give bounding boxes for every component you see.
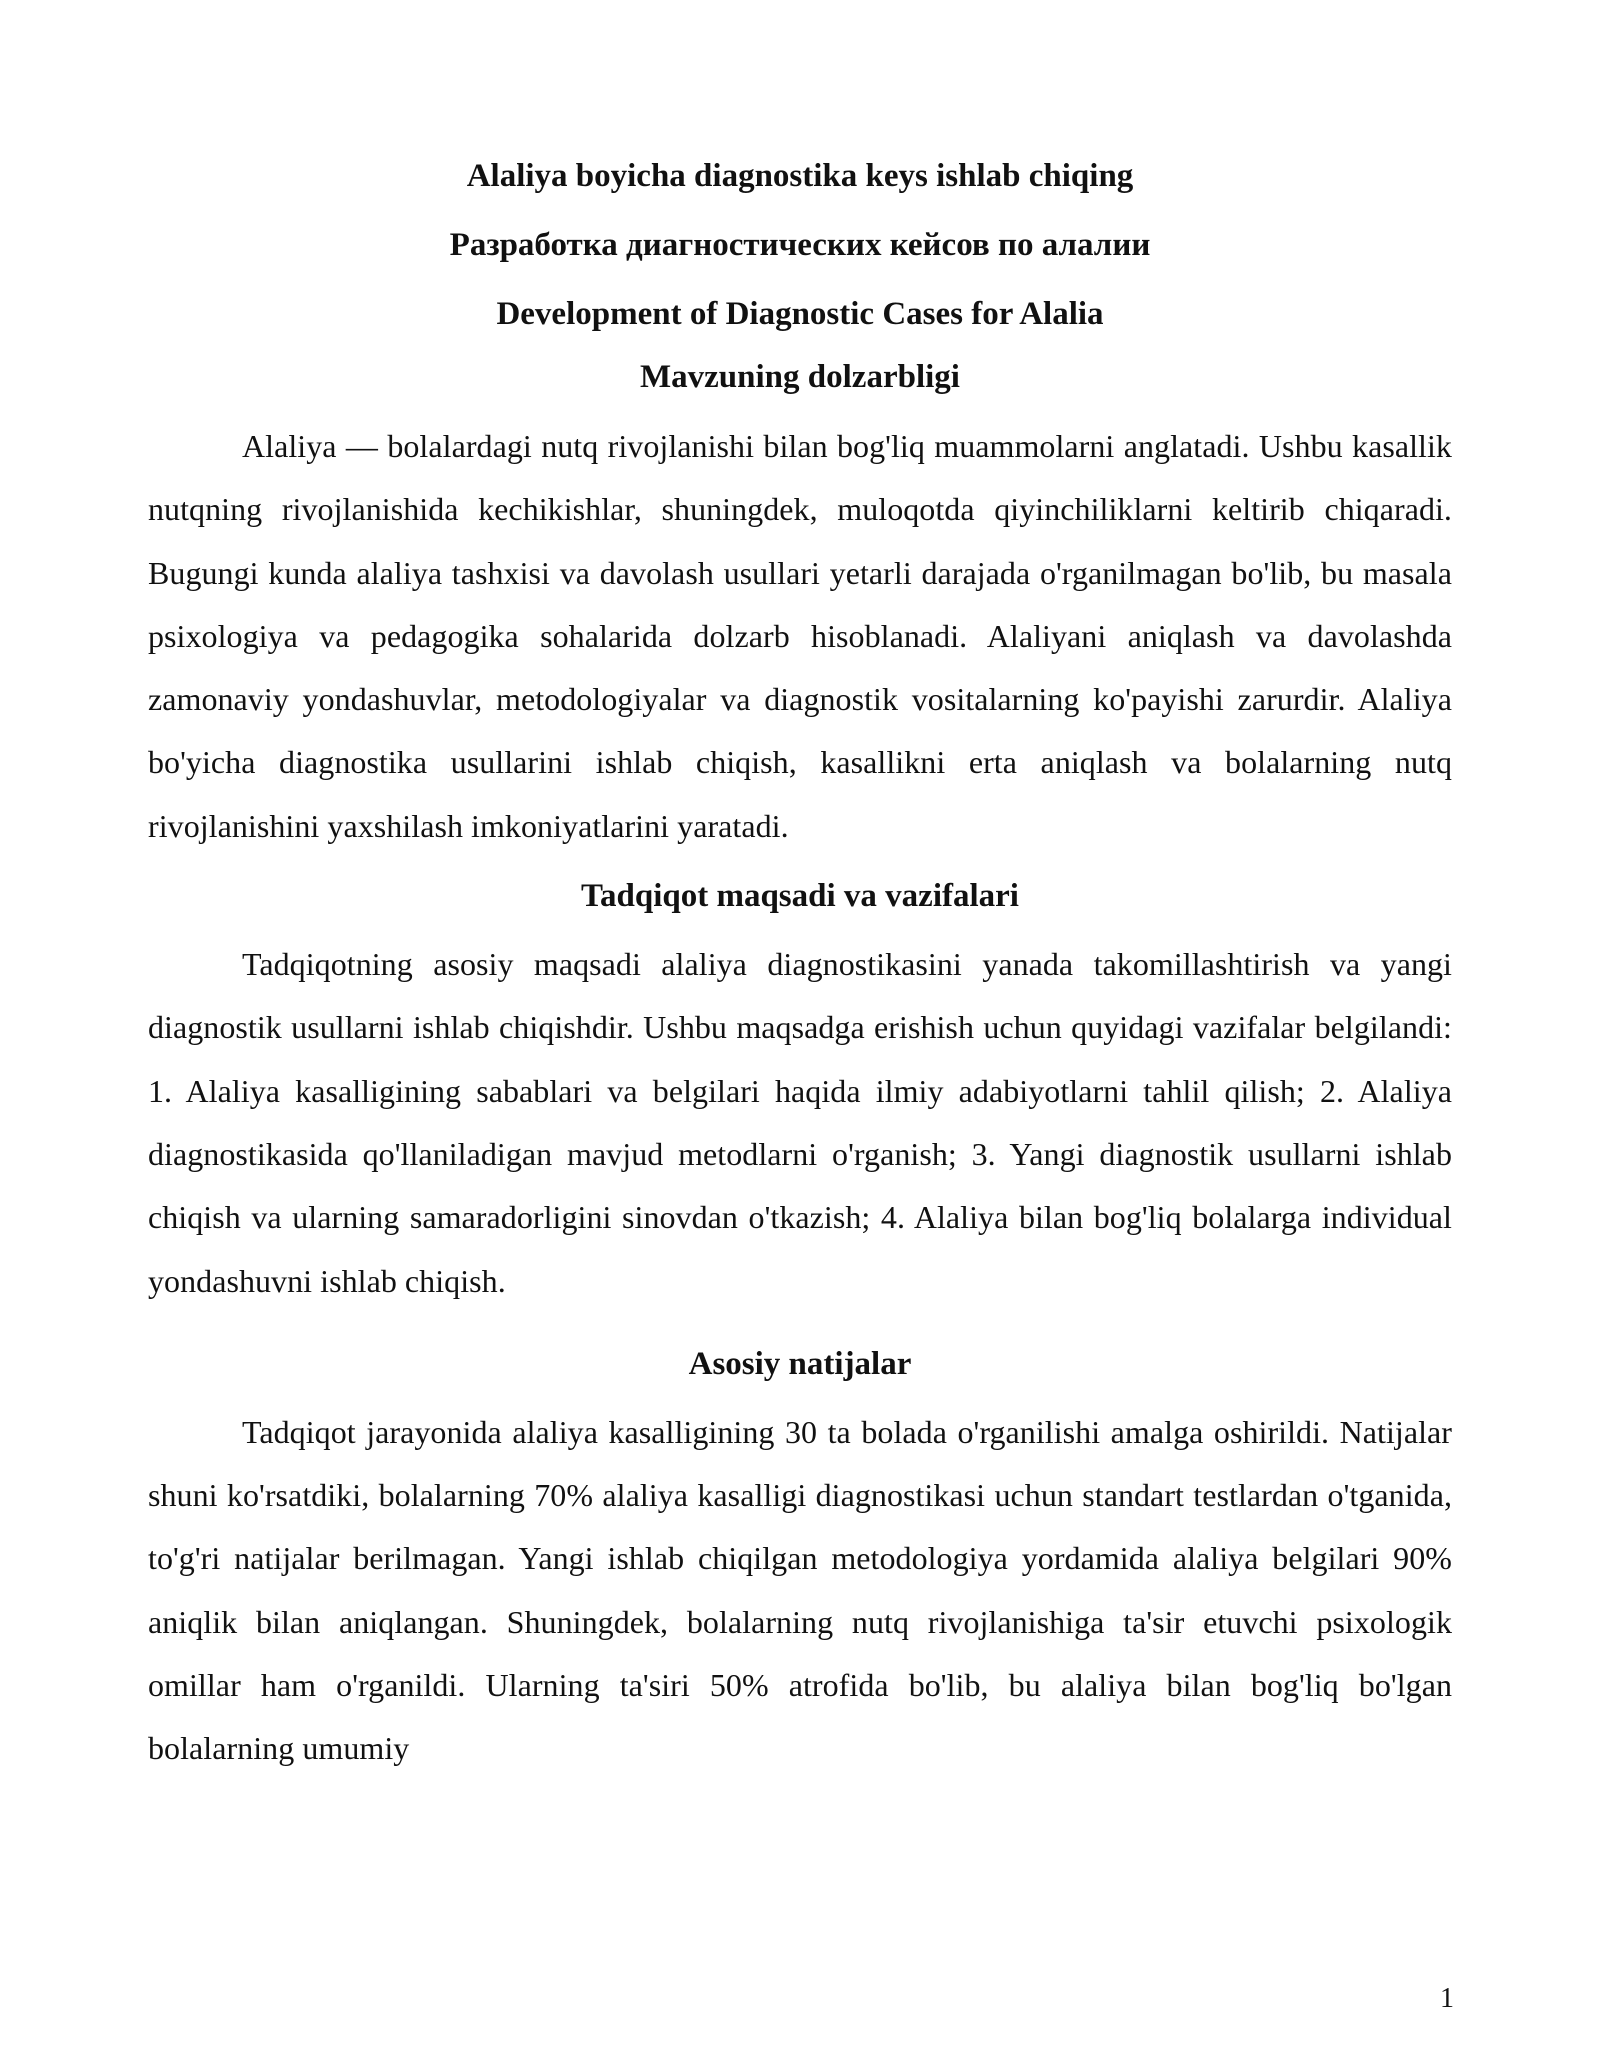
title-russian: Разработка диагностических кейсов по алалии [449, 227, 1151, 263]
paragraph-results: Tadqiqot jarayonida alaliya kasalligining 30 ta bolada o'rganilishi amalga oshirildi. Natijalar shuni ko'rsatdiki, bolalarning 70% alaliya kasalligi diagnostikasi uchun standart testlardan o'tganida, to'g'ri natijalar berilmagan. Yangi ishlab chiqilgan metodologiya yordamida alaliya belgilari 90% aniqlik bilan aniqlangan. Shuningdek, bolalarning nutq rivojlanishiga ta'sir etuvchi psixologik omillar ham o'rganildi. Ularning ta'siri 50% atrofida bo'lib, bu alaliya bilan bog'liq bo'lgan bolalarning umumiy [148, 1413, 1452, 1767]
title-english: Development of Diagnostic Cases for Alalia [496, 296, 1104, 332]
section-heading-goals: Tadqiqot maqsadi va vazifalari [581, 878, 1019, 915]
page-content [148, 142, 1452, 1781]
paragraph-goals: Tadqiqotning asosiy maqsadi alaliya diagnostikasini yanada takomillashtirish va yangi diagnostik usullarni ishlab chiqishdir. Ushbu maqsadga erishish uchun quyidagi vazifalar belgilandi: 1. Alaliya kasalligining sabablari va belgilari haqida ilmiy adabiyotlarni tahlil qilish; 2. Alaliya diagnostikasida qo'llaniladigan mavjud metodlarni o'rganish; 3. Yangi diagnostik usullarni ishlab chiqish va ularning samaradorligini sinovdan o'tkazish; 4. Alaliya bilan bog'liq bolalarga individual yondashuvni ishlab chiqish. [148, 946, 1452, 1299]
section-heading-results: Asosiy natijalar [688, 1345, 912, 1382]
title-uzbek: Alaliya boyicha diagnostika keys ishlab chiqing [466, 158, 1134, 194]
page-number: 1 [1440, 1983, 1454, 2014]
section-heading-relevance: Mavzuning dolzarbligi [640, 359, 960, 395]
paragraph-relevance: Alaliya — bolalardagi nutq rivojlanishi bilan bog'liq muammolarni anglatadi. Ushbu kasallik nutqning rivojlanishida kechikishlar, shuningdek, muloqotda qiyinchiliklarni keltirib chiqaradi. Bugungi kunda alaliya tashxisi va davolash usullari yetarli darajada o'rganilmagan bo'lib, bu masala psixologiya va pedagogika sohalarida dolzarb hisoblanadi. Alaliyani aniqlash va davolashda zamonaviy yondashuvlar, metodologiyalar va diagnostik vositalarning ko'payishi zarurdir. Alaliya bo'yicha diagnostika usullarini ishlab chiqish, kasallikni erta aniqlash va bolalarning nutq rivojlanishini yaxshilash imkoniyatlarini yaratadi. [148, 428, 1452, 844]
